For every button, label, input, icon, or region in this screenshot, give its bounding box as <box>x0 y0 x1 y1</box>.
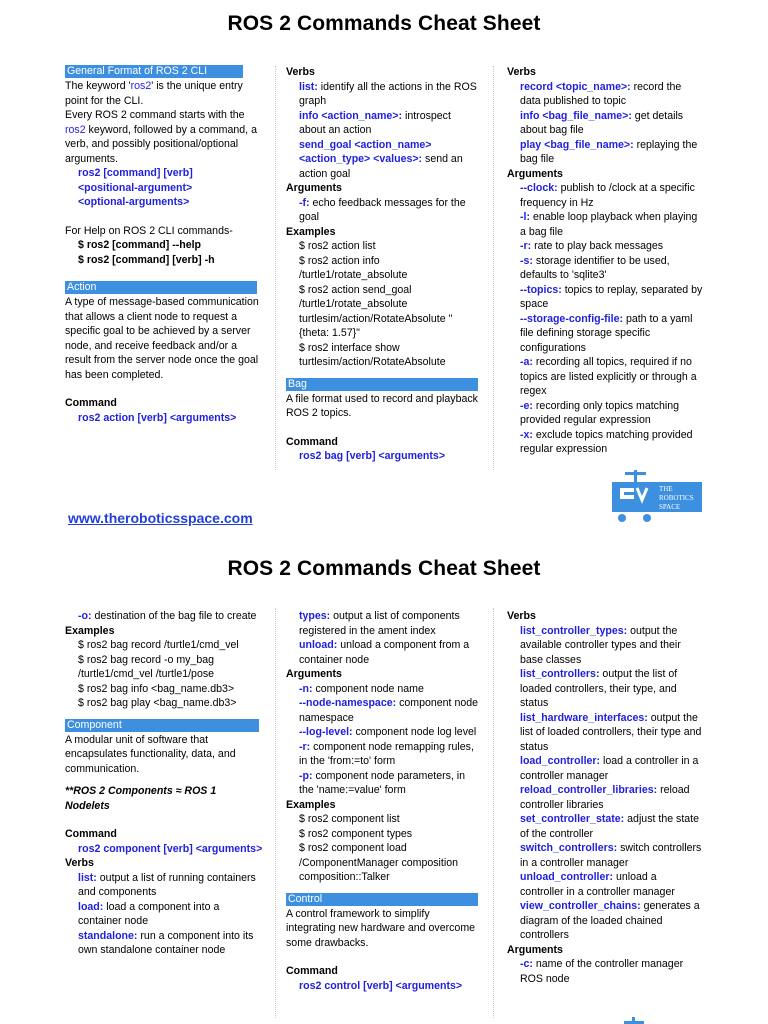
arguments-label: Arguments <box>286 182 342 194</box>
verbs-label: Verbs <box>507 610 536 622</box>
verb-item: play <bag_file_name>: replaying the bag file <box>520 138 698 165</box>
p1-column-2 <box>286 65 480 464</box>
general-format-heading: General Format of ROS 2 CLI <box>65 65 243 78</box>
example-item: $ ros2 action info /turtle1/rotate_absolute <box>299 254 408 281</box>
verb-item: info <action_name>: introspect about an action <box>299 109 451 136</box>
verb-item: list_controllers: output the list of loaded controllers, their type, and status <box>520 668 678 709</box>
format-line: <positional-argument> <box>78 181 193 194</box>
argument-item: -c: name of the controller manager ROS node <box>520 958 684 985</box>
example-item: $ ros2 action list <box>299 240 376 252</box>
p1-column-3 <box>507 65 703 457</box>
page-title: ROS 2 Commands Cheat Sheet <box>227 557 541 580</box>
verb-item: set_controller_state: adjust the state of the controller <box>520 813 700 840</box>
website-link[interactable]: www.theroboticsspace.com <box>68 510 253 526</box>
component-command: ros2 component [verb] <arguments> <box>78 842 263 855</box>
argument-item: -p: component node parameters, in the 'name:=value' form <box>299 769 466 796</box>
example-item: $ ros2 component types <box>299 827 413 840</box>
argument-item: --log-level: component node log level <box>299 726 477 738</box>
verbs-label: Verbs <box>507 66 536 78</box>
control-heading: Control <box>286 893 478 906</box>
argument-item: --clock: publish to /clock at a specific frequency in Hz <box>520 182 695 209</box>
component-note: **ROS 2 Components ≈ ROS 1 Nodelets <box>65 785 217 812</box>
arguments-label: Arguments <box>507 167 563 180</box>
action-command: ros2 action [verb] <arguments> <box>78 411 237 424</box>
control-description: A control framework to simplify integrating new hardware and overcome some drawbacks. <box>286 907 476 949</box>
verb-item: list: identify all the actions in the ROS graph <box>299 80 477 107</box>
robot-logo-icon <box>622 1017 646 1024</box>
argument-item: -l: enable loop playback when playing a bag file <box>520 211 698 238</box>
column-divider <box>275 608 276 1018</box>
format-line: ros2 [command] [verb] <box>78 167 193 179</box>
example-item: $ ros2 bag info <bag_name.db3> <box>78 682 235 695</box>
verb-item: load: load a component into a container node <box>78 900 220 927</box>
component-description: A modular unit of software that encapsulates functionality, data, and communication. <box>65 733 236 775</box>
action-description: A type of message-based communication that allows a client node to request a specific goal to be achieved by a server node, and receive feedback and/or a result from the server node once the goal has been completed. <box>65 296 259 381</box>
bag-heading: Bag <box>286 378 478 391</box>
examples-label: Examples <box>286 798 336 811</box>
argument-item: -f: echo feedback messages for the goal <box>299 196 466 223</box>
verb-item: standalone: run a component into its own standalone container node <box>78 929 254 956</box>
robotics-space-logo-partial <box>622 1014 646 1024</box>
verbs-label: Verbs <box>286 66 315 78</box>
argument-item: -o: destination of the bag file to create <box>78 610 257 622</box>
action-heading: Action <box>65 281 257 294</box>
verb-item: list: output a list of running containers and components <box>78 871 256 898</box>
page-title: ROS 2 Commands Cheat Sheet <box>227 12 541 35</box>
verb-item: info <bag_file_name>: get details about bag file <box>520 109 684 136</box>
argument-item: -s: storage identifier to be used, defaults to 'sqlite3' <box>520 254 670 281</box>
example-item: $ ros2 action send_goal /turtle1/rotate_absolute turtlesim/action/RotateAbsolute "{theta: 1.57}" <box>299 283 453 339</box>
verb-item: list_hardware_interfaces: output the list of loaded controllers, their type and status <box>520 711 702 753</box>
p2-column-2 <box>286 609 482 993</box>
help-command: $ ros2 [command] --help <box>78 239 202 251</box>
verb-item: types: output a list of components registered in the ament index <box>299 610 460 637</box>
verb-item: view_controller_chains: generates a diagram of the loaded chained controllers <box>520 900 700 941</box>
p2-column-1 <box>65 609 263 958</box>
examples-label: Examples <box>65 624 115 637</box>
verb-item: reload_controller_libraries: reload controller libraries <box>520 784 690 811</box>
argument-item: -e: recording only topics matching provided regular expression <box>520 399 679 426</box>
column-divider <box>493 608 494 1018</box>
example-item: $ ros2 component load /ComponentManager composition composition::Talker <box>299 842 458 883</box>
logo-text: THE ROBOTICS SPACE <box>659 485 694 511</box>
p1-column-1 <box>65 65 259 425</box>
help-command: $ ros2 [command] [verb] -h <box>78 253 215 266</box>
argument-item: -r: rate to play back messages <box>520 240 664 252</box>
verb-item: unload: unload a component from a container node <box>299 639 470 666</box>
arguments-label: Arguments <box>507 943 563 956</box>
column-divider <box>275 66 276 470</box>
help-intro: For Help on ROS 2 CLI commands- <box>65 224 233 237</box>
bag-command: ros2 bag [verb] <arguments> <box>299 450 446 462</box>
verb-item: unload_controller: unload a controller in a controller manager <box>520 871 675 898</box>
general-format-text: The keyword 'ros2' is the unique entry point for the CLI. Every ROS 2 command starts with the ros2 keyword, followed by a command, a verb, and possibly positional/optional arguments. <box>65 80 257 165</box>
verb-item: switch_controllers: switch controllers in a controller manager <box>520 842 702 869</box>
argument-item: --node-namespace: component node namespace <box>299 697 479 724</box>
examples-label: Examples <box>286 225 336 238</box>
p2-column-3 <box>507 609 703 986</box>
verb-item: record <topic_name>: record the data published to topic <box>520 80 682 107</box>
command-label: Command <box>286 965 338 977</box>
command-label: Command <box>65 828 117 840</box>
verb-item: send_goal <action_name> <action_type> <values>: send an action goal <box>299 138 463 180</box>
argument-item: -x: exclude topics matching provided regular expression <box>520 428 693 455</box>
bag-description: A file format used to record and playback ROS 2 topics. <box>286 392 478 419</box>
verb-item: load_controller: load a controller in a controller manager <box>520 755 699 782</box>
example-item: $ ros2 bag play <bag_name.db3> <box>78 697 237 709</box>
example-item: $ ros2 bag record -o my_bag /turtle1/cmd_vel /turtle1/pose <box>78 653 215 680</box>
argument-item: --topics: topics to replay, separated by space <box>520 283 703 310</box>
verb-item: list_controller_types: output the available controller types and their base classes <box>520 624 681 666</box>
argument-item: -r: component node remapping rules, in the 'from:=to' form <box>299 740 474 767</box>
control-command: ros2 control [verb] <arguments> <box>299 979 463 992</box>
example-item: $ ros2 interface show turtlesim/action/RotateAbsolute <box>299 341 446 368</box>
argument-item: -n: component node name <box>299 682 424 695</box>
format-line: <optional-arguments> <box>78 196 190 208</box>
command-label: Command <box>286 435 338 448</box>
column-divider <box>493 66 494 470</box>
command-label: Command <box>65 397 117 409</box>
argument-item: -a: recording all topics, required if no topics are listed explicitly or through a regex <box>520 356 697 397</box>
example-item: $ ros2 component list <box>299 813 400 825</box>
argument-item: --storage-config-file: path to a yaml file defining storage specific configurations <box>520 312 693 354</box>
robotics-space-logo <box>612 470 702 526</box>
component-heading: Component <box>65 719 259 732</box>
arguments-label: Arguments <box>286 668 342 680</box>
example-item: $ ros2 bag record /turtle1/cmd_vel <box>78 639 239 651</box>
verbs-label: Verbs <box>65 857 94 869</box>
